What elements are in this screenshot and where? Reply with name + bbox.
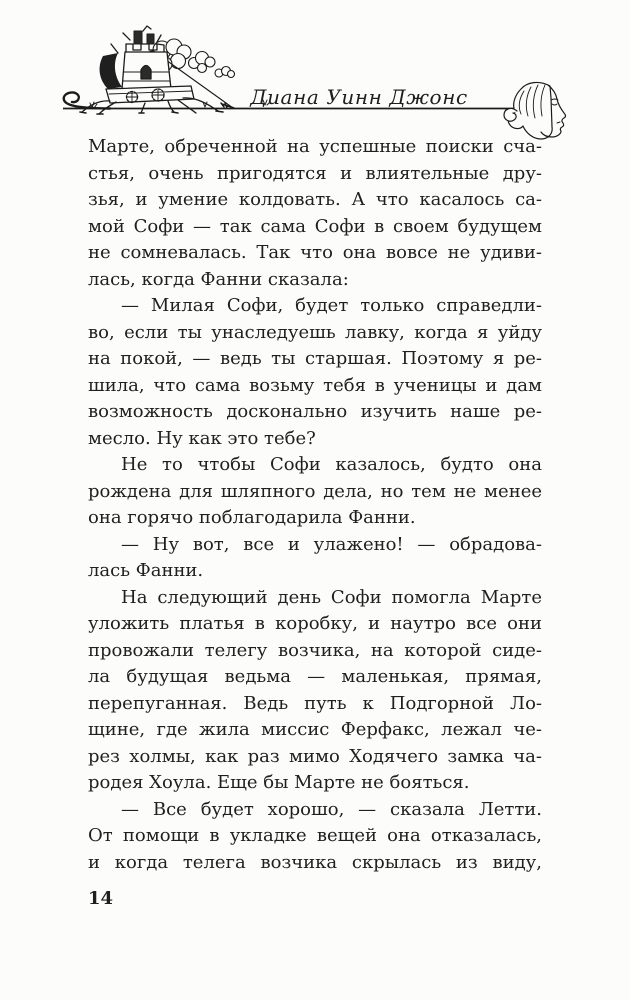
text-line: возможность досконально изучить наше ре-	[88, 401, 542, 422]
text-block	[88, 134, 542, 876]
text-line: уложить платья в коробку, и наутро все они	[88, 613, 542, 634]
text-line: и когда телега возчика скрылась из виду,	[88, 851, 542, 873]
header-artwork	[0, 0, 630, 145]
hair-curl	[504, 108, 517, 121]
text-line: — Все будет хорошо, — сказала Летти.	[121, 798, 542, 820]
author-running-head: Диана Уинн Джонс	[250, 85, 468, 109]
text-line: родея Хоула. Еще бы Марте не бояться.	[88, 772, 470, 793]
text-line: ла будущая ведьма — маленькая, прямая,	[88, 666, 542, 687]
text-line: шила, что сама возьму тебя в ученицы и дам	[88, 374, 542, 396]
text-line: мой Софи — так сама Софи в своем будущем	[88, 215, 542, 237]
text-line: рез холмы, как раз мимо Ходячего замка ча-	[88, 745, 542, 767]
text-line: — Ну вот, все и улажено! — обрадова-	[121, 533, 542, 555]
rule-curl-ornament	[64, 92, 110, 108]
paragraph	[88, 452, 542, 532]
castle-hull	[106, 86, 194, 103]
text-line: На следующий день Софи помогла Марте	[121, 586, 542, 608]
paragraph	[88, 293, 542, 452]
text-line: во, если ты унаследуешь лавку, когда я уйду	[88, 321, 542, 343]
text-line: провожали телегу возчика, на которой сиде-	[88, 639, 542, 661]
castle-sail	[100, 53, 122, 89]
paragraph	[88, 134, 542, 293]
text-line: зья, и умение колдовать. А что касалось са-	[88, 189, 542, 210]
text-line: — Милая Софи, будет только справедли-	[121, 295, 542, 316]
paragraph	[88, 532, 542, 585]
text-line: на покой, — ведь ты старшая. Поэтому я ре-	[88, 348, 542, 369]
text-line: Не то чтобы Софи казалось, будто она	[121, 454, 542, 475]
text-line: рождена для шляпного дела, но тем не менее	[88, 480, 542, 502]
text-line: месло. Ну как это тебе?	[88, 427, 316, 449]
paragraph	[88, 797, 542, 877]
text-line: щине, где жила миссис Ферфакс, лежал че-	[88, 719, 542, 740]
text-line: От помощи в укладке вещей она отказалась,	[88, 825, 542, 846]
text-line: Марте, обреченной на успешные поиски сча-	[88, 136, 542, 157]
page-number: 14	[88, 888, 114, 909]
paragraph	[88, 585, 542, 797]
text-line: перепуганная. Ведь путь к Подгорной Ло-	[88, 692, 542, 714]
woman-profile-icon	[504, 82, 566, 139]
text-line: стья, очень пригодятся и влиятельные дру-	[88, 162, 542, 184]
tower-window	[141, 66, 151, 80]
text-line: лась, когда Фанни сказала:	[88, 268, 349, 290]
text-line: не сомневалась. Так что она вовсе не удиви-	[88, 242, 542, 263]
text-line: лась Фанни.	[88, 560, 204, 581]
text-line: она горячо поблагодарила Фанни.	[88, 507, 416, 528]
